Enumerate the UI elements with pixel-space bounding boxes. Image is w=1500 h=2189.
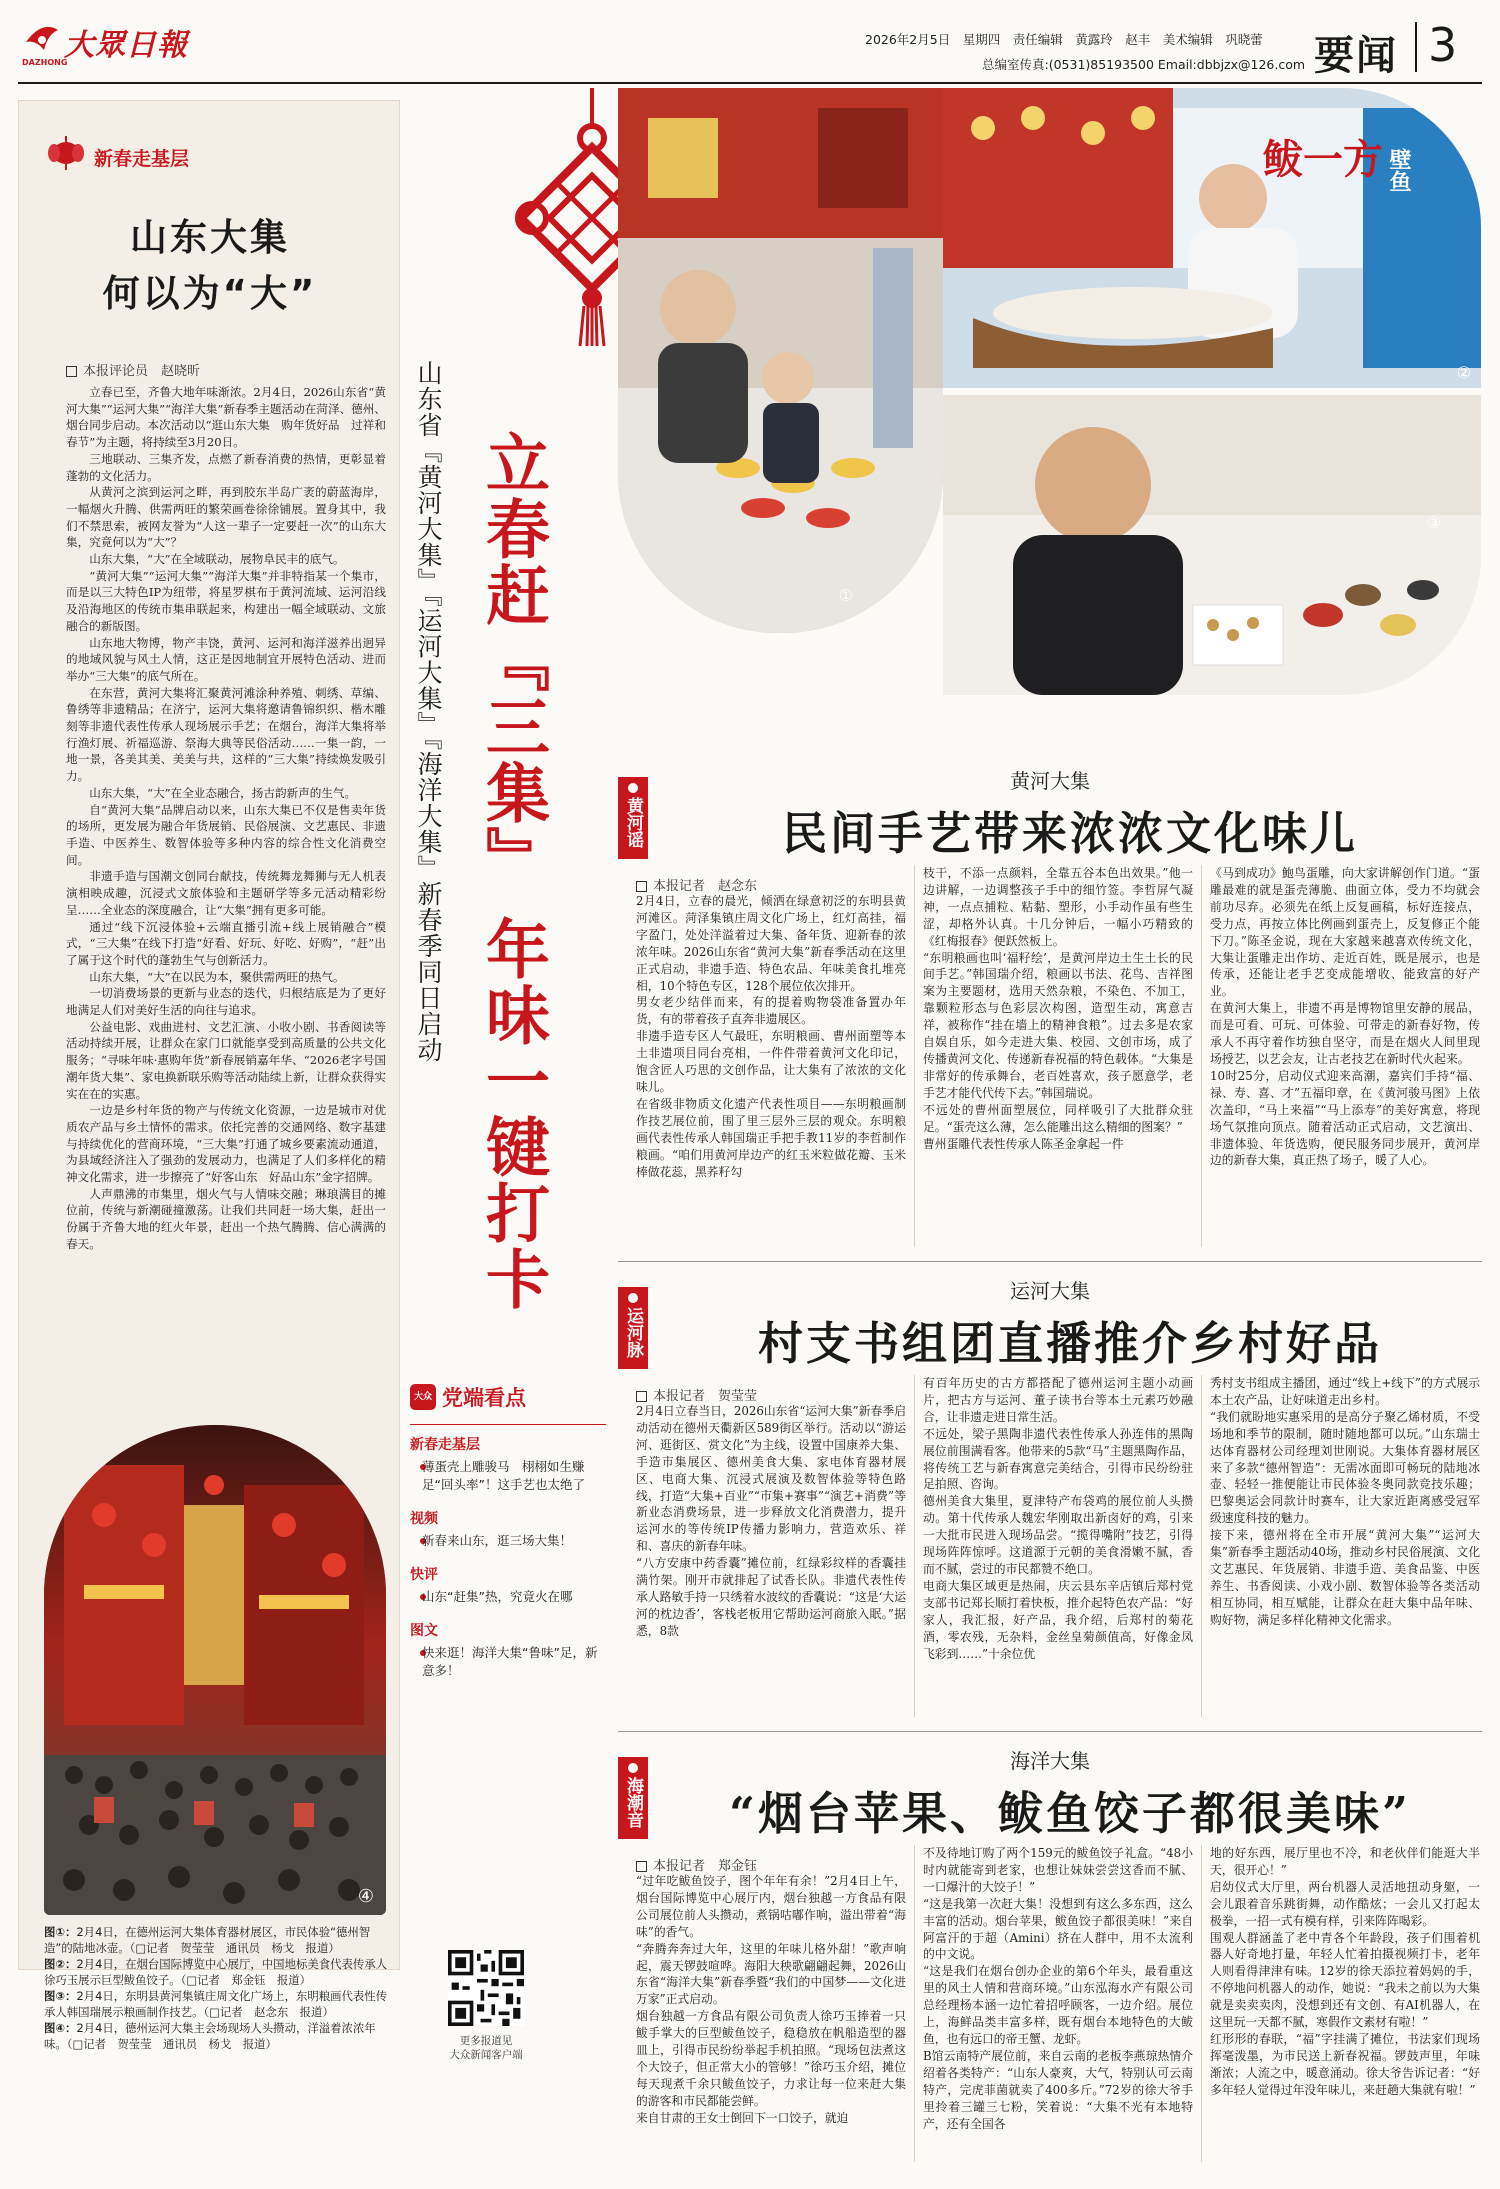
article-column: 枝干，不添一点颜料，全靠五谷本色出效果。”他一边讲解，一边调整孩子手中的细竹签。李哲屏气凝神，一点点捕粒、粘黏、塑形，小手动作虽有些生涩，却格外认真。十几分钟后，一幅小巧精致的《红梅报春》便跃然板上。 “东明粮画也叫‘福籽绘’，是黄河岸边土生土长的民间手艺。”韩国瑞介绍，粮画以书法、花鸟、吉祥图案为主要题材，选用天然杂粮，不染色、不加工，靠颗粒形态与色彩层次构图，造型生动，寓意吉祥，被称作“挂在墙上的精神食粮”。过去多是农家自娱自乐，如今走进大集、校园、文创市场，成了传播黄河文化、传递新春祝福的特色载体。“大集是非常好的传承舞台，老百姓喜欢，孩子愿意学，老手艺才能代代传下去。”韩国瑞说。 不远处的曹州面塑展位，同样吸引了大批群众驻足。“蛋壳这么薄，怎么能雕出这么精细的图案？” 曹州蛋雕代表性传承人陈圣金拿起一件	[923, 866, 1193, 1151]
byline-box-icon	[66, 366, 77, 377]
grain-art-illustration	[943, 395, 1481, 695]
byline-box-icon	[636, 1861, 647, 1872]
photo-caption	[44, 1956, 388, 1988]
masthead-rule	[18, 82, 1482, 84]
left-body-paragraph: 立春已至，齐鲁大地年味渐浓。2月4日，2026山东省“黄河大集”“运河大集”“海洋大集”新春季主题活动在菏泽、德州、烟台同步启动。本次活动以“逛山东大集 购年货好品 过祥和春节”为主题，将持续至3月20日。	[66, 385, 386, 450]
article-column: 秀村支书组成主播团，通过“线上+线下”的方式展示本土农产品，让好味道走出乡村。 “我们就盼地实惠采用的是高分子聚乙烯材质，不受场地和季节的限制，随时随地都可以玩。”山东瑞士达体育器材公司经理刘世刚说。大集体育器材展区来了多款“德州智造”：无需冰面即可畅玩的陆地冰壶、轻轻一推便能让市民体验冬奥同款竞技乐趣；巴黎奥运会同款计时赛车，让大家近距离感受冠军级速度科技的魅力。 接下来，德州将在全市开展“黄河大集”“运河大集”新春季主题活动40场，推动乡村民俗展演、文化文艺惠民、年货展销、非遗手造、美食品鉴、中医养生、书香阅读、小戏小剧、数智体验等各类活动相互协同，相互赋能，让群众在赶大集中品年味、购好物，满足多样化精神文化需求。	[1210, 1376, 1480, 1627]
photo-2-banner-text: 鲅一方	[1263, 137, 1383, 183]
article-headline: “烟台苹果、鲅鱼饺子都很美味”	[729, 1787, 1411, 1840]
sub-headline	[408, 360, 468, 1260]
section-label-text: 海潮音	[623, 1777, 643, 1828]
column-rule	[1201, 865, 1202, 1247]
dumpling-illustration	[943, 88, 1481, 388]
qr-code-icon	[448, 1950, 524, 2026]
caption-label: 图②：	[44, 1957, 77, 1971]
left-body-paragraph: 公益电影、戏曲进村、文艺汇演、小收小剧、书香阅读等活动持续开展，让群众在家门口就能享受到高质量的公共文化服务；“寻味年味·惠购年货”新春展销嘉年华、“2026老字号国潮年货大集”、家电换新联乐购等活动陆续上新，让群众获得实实在在的实惠。	[66, 1019, 386, 1101]
article-column: 有百年历史的古方都搭配了德州运河主题小动画片，把古方与运河、董子读书台等本土元素巧妙融合，让非遗走进日常生活。 不远处，梁子黑陶非遗代表性传承人孙连伟的黑陶展位前围满看客。他带来的5款“马”主题黑陶作品，将传统工艺与新春寓意完美结合，引得市民纷纷驻足拍照、咨询。 德州美食大集里，夏津特产布袋鸡的展位前人头攒动。第十代传承人魏宏华刚取出新卤好的鸡，引来一大批市民进入现场品尝。“揽得嘴附”技艺，引得现场阵阵惊呼。这道源于元朝的美食滑嫩不腻，香而不腻，尝过的市民都赞不绝口。 电商大集区域更是热闹，庆云县东辛店镇后郑村党支部书记郑长顺打着快板，推介起特色农产品：“好家人，我汇报，好产品，我介绍，后郑村的菊花酒，零农残，无杂料，金丝皇菊颜值高，好像金凤飞彩到……”十余位优	[923, 1376, 1193, 1661]
left-body-paragraph: 自“黄河大集”品牌启动以来，山东大集已不仅是售卖年货的场所，更发展为融合年货展销、民俗展演、文艺惠民、非遗手造、中医养生、数智体验等多种内容的综合性文化消费空间。	[66, 802, 386, 867]
fax-line: 总编室传真:(0531)85193500 Email:dbbjzx@126.com	[982, 57, 1306, 72]
app-promo	[400, 1380, 610, 2150]
section-label-text: 运河脉	[623, 1307, 643, 1358]
app-logo-icon	[410, 1384, 436, 1410]
qr-caption: 更多报道见 大众新闻客户端	[449, 2035, 523, 2061]
article-divider	[618, 1261, 1482, 1262]
left-body-paragraph: 人声鼎沸的市集里，烟火气与人情味交融；琳琅满目的摊位前，传统与新潮碰撞激荡。让我们共同赶一场大集，赶出一份属于齐鲁大地的红火年景，赶出一个热气腾腾、信心满满的春天。	[66, 1186, 386, 1251]
left-body	[66, 384, 386, 1406]
caption-text: 2月4日，东明县黄河集镇庄周文化广场上，东明粮画代表性传承人韩国瑞展示粮画制作技艺。（□记者 赵念东 报道）	[44, 1989, 388, 2019]
column-rule	[914, 865, 915, 1247]
article-column: 2月4日，立春的晨光，倾洒在绿意初泛的东明县黄河滩区。菏泽集镇庄周文化广场上，红灯高挂，福字盈门，处处洋溢着过大集、备年货、迎新春的浓浓年味。2026山东省“黄河大集”新春季活动在这里正式启动，非遗手造、特色农品、年味美食扎堆亮相，10个特色专区，128个展位依次排开。 男女老少结伴而来，有的提着购物袋准备置办年货，有的带着孩子直奔非遗展区。 非遗手造专区人气最旺，东明粮画、曹州面塑等本土非遗项目同台亮相，一件件带着黄河文化印记，饱含匠人巧思的文创作品，让大集有了浓浓的文化味儿。 在省级非物质文化遗产代表性项目——东明粮画制作技艺展位前，围了里三层外三层的观众。东明粮画代表性传承人韩国瑞正手把手教11岁的李哲制作粮画。“咱们用黄河岸边产的红玉米粒做花瓣、玉米棒做花蕊，黑荞籽勾	[636, 894, 906, 1179]
page-number: 3	[1428, 18, 1458, 72]
photo-caption	[44, 1988, 388, 2020]
article-headline: 村支书组团直播推介乡村好品	[757, 1317, 1382, 1370]
paper-name: 大眾日報	[64, 28, 188, 63]
app-news-item[interactable]	[410, 1508, 602, 1550]
left-byline	[66, 360, 200, 379]
caption-label: 图④：	[44, 2021, 77, 2035]
logo-emblem-icon	[22, 20, 62, 60]
app-title: 党端看点	[442, 1386, 526, 1410]
article-byline-text: 本报记者 郑金钰	[653, 1859, 758, 1874]
article	[618, 1265, 1482, 1735]
app-divider	[410, 1424, 606, 1425]
left-headline-line-1: 山东大集	[130, 216, 290, 259]
photo-1-curling	[618, 88, 943, 633]
left-body-paragraph: 一切消费场景的更新与业态的迭代，归根结底是为了更好地满足人们对美好生活的向往与追求。	[66, 986, 386, 1018]
article-column: 《马到成功》鮑鸟蛋雕，向大家讲解创作门道。“蛋雕最难的就是蛋壳薄脆、曲面立体，受力不均就会前功尽弃。必须先在纸上反复画稿，标好连接点，受力点，再按立体比例画到蛋壳上，反复修正个能下刀。”陈圣金说，现在大家越来越喜欢传统文化，大集让蛋雕走出作坊、走近百姓，既是展示，也是传承，还能让老手艺变成能增收、能致富的好产业。 在黄河大集上，非遗不再是博物馆里安静的展品，而是可看、可玩、可体验、可带走的新春好物，传承人不再守着作坊独自坚守，而是在烟火人间里现场授艺，以艺会友，让古老技艺在新时代火起来。 10时25分，启动仪式迎来高潮，嘉宾们手持“福、禄、寿、喜、才”五福印章，在《黄河骏马图》上依次盖印，“马上来福”“马上添寿”的美好寓意，将现场气氛推向顶点。随着活动正式启动，文艺演出、非遗体验、年货选购，便民服务同步展开，黄河岸边的新春大集，真正热了场子，暖了人心。	[1210, 866, 1480, 1168]
article-kicker: 运河大集	[1010, 1279, 1090, 1303]
caption-text: 2月4日，在德州运河大集体育器材展区，市民体验“德州智造”的陆地冰壶。（□记者 贺莹莹 通讯员 杨戈 报道）	[44, 1925, 371, 1955]
byline-box-icon	[636, 881, 647, 892]
photo-captions	[44, 1924, 388, 2064]
caption-label: 图①：	[44, 1925, 77, 1939]
article-column: 不及待地订购了两个159元的鲅鱼饺子礼盒。“48小时内就能寄到老家，也想让妹妹尝尝这香而不腻、一口爆汁的大饺子！” “这是我第一次赶大集！没想到有这么多东西，这么丰富的活动。烟台苹果，鲅鱼饺子都很美味！”来自阿富汗的于超（Amini）挤在人群中，用不太流利的中文说。 “这是我们在烟台创办企业的第6个年头，最看重这里的风土人情和营商环境。”山东泓海水产有限公司总经理杨本涵一边忙着招呼顾客，一边介绍。展位上，海鲜品类丰富多样，既有烟台本地特色的大鲅鱼，也有远口的帝王蟹、龙虾。 B馆云南特产展位前，来自云南的老板李燕琼热情介绍着各类特产：“山东人豪爽，大气，特别认可云南特产，完虎菲菌就卖了400多斤。”72岁的徐大爷手里拎着三罐三七粉，笑着说：“大集不光有本地特产，还有全国各	[923, 1846, 1193, 2131]
left-body-paragraph: 三地联动、三集齐发，点燃了新春消费的热情，更彰显着蓬勃的文化活力。	[66, 451, 386, 483]
app-news-tag: 图文	[410, 1623, 438, 1639]
app-news-text[interactable]: 薄蛋壳上雕骏马 栩栩如生赚足“回头率”！这手艺也太绝了	[422, 1459, 585, 1492]
qr-code[interactable]	[448, 1950, 524, 2026]
left-body-paragraph: 非遗手造与国潮文创同台献技，传统舞龙舞狮与无人机表演相映成趣，沉浸式文旅体验和主题研学等多元活动精彩纷呈……全业态的深度融合，让“大集”拥有更多可能。	[66, 869, 386, 917]
photo-3-marker: ③	[1426, 513, 1441, 532]
logo	[22, 18, 192, 68]
left-body-paragraph: 山东大集，“大”在以民为本，聚供需两旺的热气。	[89, 969, 345, 984]
column-tag-text: 新春走基层	[94, 148, 190, 170]
left-body-paragraph: 山东地大物博，物产丰饶，黄河、运河和海洋滋养出迥异的地域风貌与风土人情，这正是因地制宜开展特色活动、进而举办“三大集”的底气所在。	[66, 635, 386, 683]
market-crowd-illustration	[44, 1425, 386, 1915]
photo-2-side-text: 壁鱼	[1386, 148, 1411, 192]
masthead	[0, 0, 1500, 82]
curling-illustration	[618, 88, 943, 633]
byline-box-icon	[636, 1391, 647, 1402]
article-kicker: 黄河大集	[1010, 769, 1090, 793]
photo-3-grain-art	[943, 395, 1481, 695]
sub-headline-text: 山东省『黄河大集』『运河大集』『海洋大集』新春季同日启动	[414, 360, 443, 1063]
column-rule	[1201, 1845, 1202, 2162]
app-news-tag: 快评	[410, 1567, 438, 1583]
caption-text: 2月4日，在烟台国际博览中心展厅，中国地标美食代表传承人徐巧玉展示巨型鲅鱼饺子。（□记者 郑金钰 报道）	[44, 1957, 388, 1987]
app-news-item[interactable]	[410, 1434, 602, 1494]
left-body-paragraph: “黄河大集”“运河大集”“海洋大集”并非特指某一个集市，而是以三大特色IP为纽带，将星罗棋布于黄河流域、运河沿线及沿海地区的传统市集串联起来，构建出一幅全域联动、文旅融合的新版图。	[66, 568, 386, 633]
column-rule	[914, 1375, 915, 1717]
main-headline	[470, 430, 560, 1390]
photo-4-market-crowd	[44, 1425, 386, 1915]
caption-label: 图③：	[44, 1989, 77, 2003]
left-headline-line-2: 何以为“大”	[102, 272, 318, 315]
photo-1-marker: ①	[838, 586, 853, 605]
column-rule	[914, 1845, 915, 2162]
app-news-tag: 视频	[410, 1511, 438, 1527]
article-divider	[618, 1731, 1482, 1732]
article-column: “过年吃鲅鱼饺子，图个年年有余！”2月4日上午，烟台国际博览中心展厅内，烟台独越一方食品有限公司展位前人头攒动，煮锅咕嘟作响，溢出带着“海味”的香气。 “奔腾奔奔过大年，这里的年味儿格外甜！”歌声响起，震天锣鼓喧哗。海阳大秧歌翩翩起舞，2026山东省“海洋大集”新春季暨“我们的中国梦——文化进万家”正式启动。 烟台独越一方食品有限公司负责人徐巧玉捧着一只鲅手掌大的巨型鲅鱼饺子，稳稳放在帆船造型的器皿上，引得市民纷纷举起手机拍照。“现场包法煮这个大饺子，但正常大小的管够！”徐巧玉介绍，摊位每天现煮千余只鲅鱼饺子，力求让每一位来赶大集的游客和市民都能尝鲜。 来自甘肃的王女士倒回下一口饺子，就迫	[636, 1874, 906, 2125]
main-headline-text: 立春赶『三集』 年味一键打卡	[475, 430, 549, 1313]
app-news-text[interactable]: 新春来山东，逛三场大集！	[422, 1533, 573, 1548]
article-byline-text: 本报记者 贺莹莹	[653, 1389, 758, 1404]
left-body-paragraph: 一边是乡村年货的物产与传统文化资源，一边是城市对优质农产品与乡土情怀的需求。依托完善的交通网络、数字基建与持续优化的营商环境，“三大集”打通了城乡要素流动通道，为县域经济注入了强劲的发展动力，也满足了人们多样化的精神文化需求，进一步擦亮了“好客山东 好品山东”金字招牌。	[66, 1103, 386, 1185]
left-body-paragraph: 在东营，黄河大集将汇聚黄河滩涂种养殖、刺绣、草编、鲁绣等非遗精品；在济宁，运河大集将邀请鲁锦织织、楷木雕刻等非遗代表性传承人现场展示手艺；在烟台，海洋大集将举行渔灯展、祈福巡游、祭海大典等民俗活动……一集一韵，一地一景，各美其美、美美与共，这样的“三大集”持续焕发吸引力。	[66, 685, 386, 784]
app-items	[410, 1434, 602, 1694]
section-name: 要闻	[1314, 33, 1398, 79]
article	[618, 755, 1482, 1265]
left-byline-text: 本报评论员 赵晓昕	[83, 364, 201, 379]
left-body-paragraph: 通过“线下沉浸体验+云端直播引流+线上展销融合”模式，“三大集”在线下打造“好看、好玩、好吃、好购”，“赶”出了属于这个时代的蓬勃生气与创新活力。	[66, 919, 386, 967]
photo-caption	[44, 2020, 388, 2052]
left-body-paragraph: 山东大集，“大”在全域联动，展物阜民丰的底气。	[89, 552, 345, 567]
article-byline-text: 本报记者 赵念东	[653, 879, 758, 894]
article-kicker: 海洋大集	[1010, 1749, 1090, 1773]
app-news-text[interactable]: 山东“赶集”热，究竟火在哪	[422, 1589, 573, 1604]
article	[618, 1735, 1482, 2180]
article-byline	[636, 1855, 757, 1874]
caption-text: 2月4日，德州运河大集主会场现场人头攒动，洋溢着浓浓年味。（□记者 贺莹莹 通讯员 杨戈 报道）	[44, 2021, 376, 2051]
left-body-paragraph: 从黄河之滨到运河之畔，再到胶东半岛广袤的蔚蓝海岸，一幅烟火升腾、供需两旺的繁荣画卷徐徐铺展。置身其中，我们不禁思索，被网友誉为“人这一辈子一定要赶一次”的山东大集，究竟何以为“大”？	[66, 485, 386, 550]
app-news-tag: 新春走基层	[410, 1437, 480, 1453]
left-body-paragraph: 山东大集，“大”在全业态融合，扬古韵新声的生气。	[89, 785, 357, 800]
article-column: 2月4日立春当日，2026山东省“运河大集”新春季启动活动在德州天衢新区589街区举行。活动以“游运河、逛街区、赏文化”为主线，设置中国康养大集、手造市集展区、德州美食大集、家电体育器材展区、电商大集、沉浸式展演及数智体验等特色路线，打造“大集+百业”“市集+赛事”“演艺+消费”等新业态消费场景，进一步释放文化消费潜力，提升运河水的等传统IP传播力影响力，营造欢乐、祥和、喜庆的新春年味。 “八方安康中药香囊”摊位前，红绿彩纹样的香囊挂满竹架。刚开市就排起了试香长队。非遗代表性传承人路敏手持一只绣着水波纹的香囊说：“这是‘大运河的枕边香’，客栈老板用它帮助运河商旅入眠。”据悉，8款	[636, 1404, 906, 1638]
app-header	[410, 1380, 610, 1414]
left-headline	[40, 210, 380, 322]
article-byline	[636, 1385, 757, 1404]
photo-2-dumpling	[943, 88, 1481, 388]
column-rule	[1201, 1375, 1202, 1717]
logo-sub: DAZHONG	[22, 58, 68, 67]
app-news-item[interactable]	[410, 1620, 602, 1680]
article-byline	[636, 875, 757, 894]
section-divider	[1415, 22, 1417, 72]
section-label-text: 黄河谣	[623, 797, 643, 848]
article-headline: 民间手艺带来浓浓文化味儿	[781, 807, 1358, 860]
lantern-icon	[44, 136, 88, 170]
photo-2-marker: ②	[1456, 363, 1471, 382]
app-news-item[interactable]	[410, 1564, 602, 1606]
article-column: 地的好东西，展厅里也不冷，和老伙伴们能逛大半天，很开心！” 启幼仪式大厅里，两台机器人灵活地扭动身躯，一会儿跟着音乐跳街舞，动作酷炫；一会儿又打起太极拳，一招一式有模有样，引来阵阵喝彩。 围观人群涵盖了老中青各个年龄段，孩子们围着机器人好奇地打量，年轻人忙着拍摄视频打卡，老年人则看得津津有味。12岁的徐天添拉着妈妈的手，不停地问机器人的动作，她说：“我未之前以为大集就是卖卖卖肉，没想到还有文创、有AI机器人，在这里玩一天都不腻，寒假作文素材有啦！” 红形形的春联，“福”字挂满了摊位，书法家们现场挥毫泼墨，为市民送上新春祝福。锣鼓声里，年味渐浓；人流之中，暖意涌动。徐大爷告诉记者：“好多年轻人觉得过年没年味儿，来赶趟大集就有啦！”	[1210, 1846, 1480, 2097]
date-line: 2026年2月5日 星期四 责任编辑 黄露玲 赵丰 美术编辑 巩晓蕾	[865, 32, 1263, 47]
photo-4-marker: ④	[357, 1886, 374, 1907]
photo-caption	[44, 1924, 388, 1956]
app-logo-text: 大众	[413, 1392, 432, 1402]
app-news-text[interactable]: 快来逛！海洋大集“鲁味”足，新意多！	[422, 1645, 598, 1678]
